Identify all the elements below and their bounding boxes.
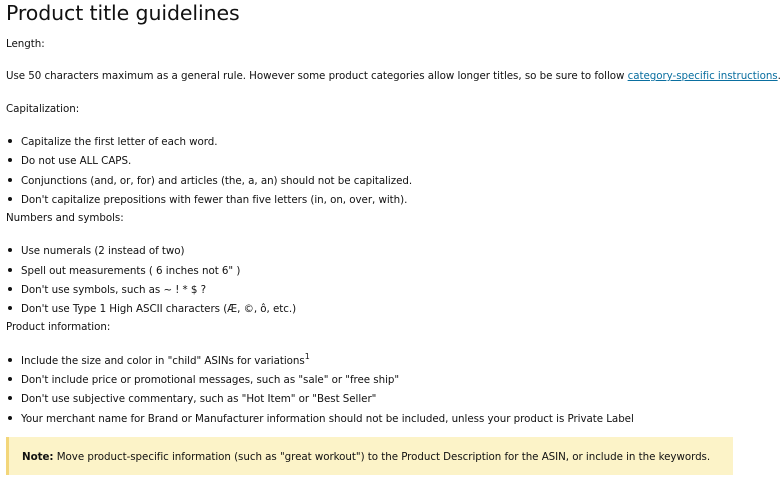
- list-item-text: Your merchant name for Brand or Manufacturer information should not be included, unless your product is Private Label: [21, 413, 634, 425]
- length-text-end: .: [777, 70, 781, 82]
- capitalization-heading: Capitalization:: [6, 103, 80, 115]
- numbers-symbols-heading: Numbers and symbols:: [6, 212, 124, 224]
- list-item: [6, 354, 310, 368]
- bullet-icon: [8, 178, 12, 182]
- length-text: Use 50 characters maximum as a general rule. However some product categories allow longer titles, so be sure to follow: [6, 70, 628, 82]
- bullet-icon: [8, 287, 12, 291]
- list-item: [6, 244, 184, 258]
- bullet-icon: [8, 416, 12, 420]
- list-item: [6, 392, 376, 406]
- category-specific-instructions-link[interactable]: category-specific instructions: [627, 70, 778, 82]
- footnote-marker[interactable]: 1: [304, 352, 310, 361]
- list-item: [6, 193, 407, 207]
- length-paragraph: [6, 69, 781, 83]
- note-paragraph: [22, 450, 710, 464]
- bullet-icon: [8, 268, 12, 272]
- list-item-text: Include the size and color in "child" ASINs for variations: [21, 355, 305, 367]
- bullet-icon: [8, 248, 12, 252]
- bullet-icon: [8, 396, 12, 400]
- page-title: Product title guidelines: [6, 1, 240, 25]
- list-item: [6, 373, 399, 387]
- list-item-text: Capitalize the first letter of each word.: [21, 136, 218, 148]
- list-item: [6, 412, 634, 426]
- product-info-heading: Product information:: [6, 321, 111, 333]
- bullet-icon: [8, 139, 12, 143]
- list-item-text: Don't use symbols, such as ~ ! * $ ?: [21, 284, 207, 296]
- list-item-text: Spell out measurements ( 6 inches not 6" ): [21, 265, 241, 277]
- list-item: [6, 302, 296, 316]
- list-item-text: Don't use subjective commentary, such as "Hot Item" or "Best Seller": [21, 393, 377, 405]
- bullet-icon: [8, 358, 12, 362]
- bullet-icon: [8, 158, 12, 162]
- note-box: [6, 437, 733, 475]
- bullet-icon: [8, 197, 12, 201]
- list-item-text: Don't include price or promotional messages, such as "sale" or "free ship": [21, 374, 400, 386]
- list-item-text: Do not use ALL CAPS.: [21, 155, 132, 167]
- list-item: [6, 174, 412, 188]
- list-item: [6, 264, 240, 278]
- list-item-text: Don't use Type 1 High ASCII characters (Æ, ©, ô, etc.): [21, 303, 297, 315]
- length-heading: Length:: [6, 38, 45, 50]
- bullet-icon: [8, 306, 12, 310]
- list-item: [6, 154, 131, 168]
- list-item-text: Conjunctions (and, or, for) and articles (the, a, an) should not be capitalized.: [21, 175, 413, 187]
- bullet-icon: [8, 377, 12, 381]
- list-item: [6, 283, 206, 297]
- list-item: [6, 135, 218, 149]
- list-item-text: Use numerals (2 instead of two): [21, 245, 185, 257]
- note-label: Note:: [22, 451, 54, 463]
- note-text: Move product-specific information (such as "great workout") to the Product Description for the ASIN, or include in the keywords.: [53, 451, 711, 463]
- list-item-text: Don't capitalize prepositions with fewer than five letters (in, on, over, with).: [21, 194, 408, 206]
